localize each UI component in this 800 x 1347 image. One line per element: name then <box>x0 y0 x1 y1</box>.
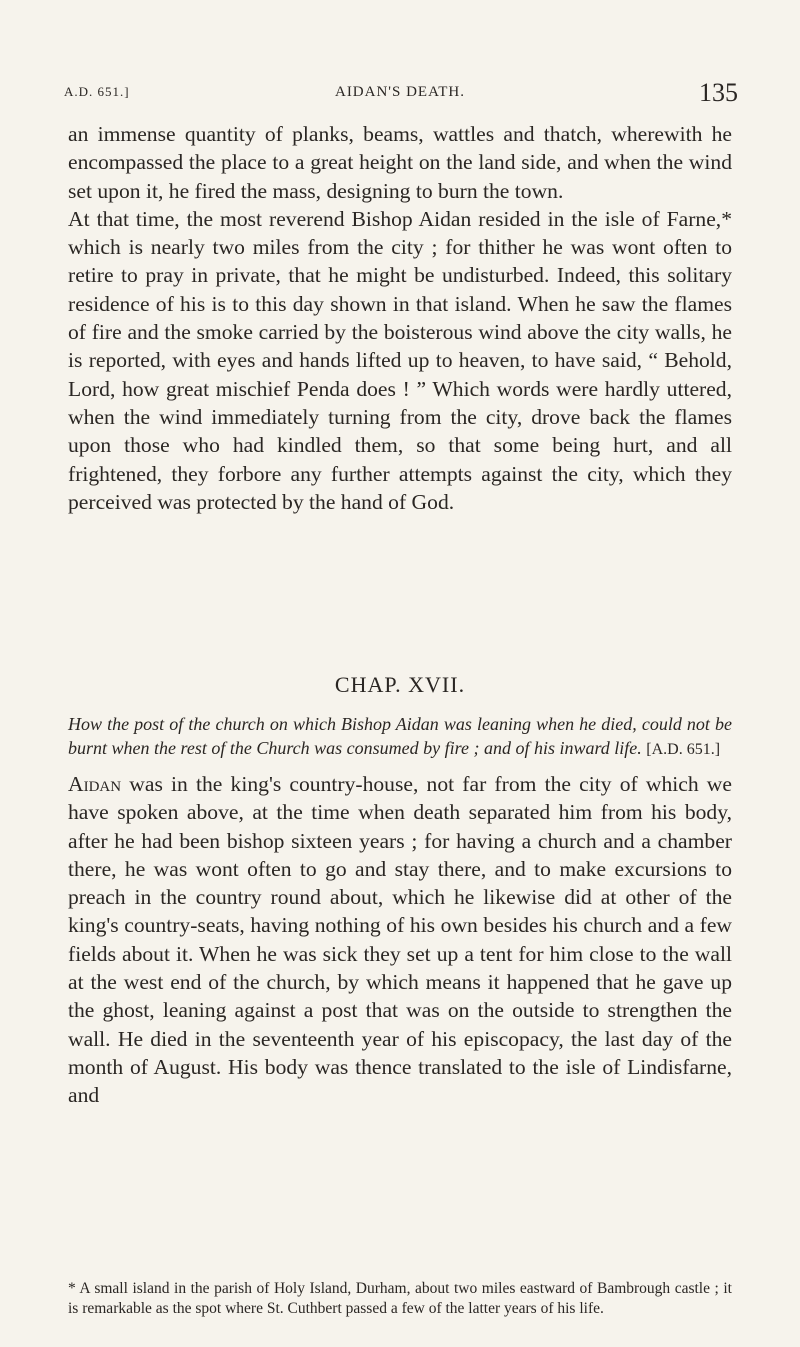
paragraph: At that time, the most reverend Bishop Aidan resided in the isle of Farne,* which is nearly two miles from the city ; for thither he was wont often to retire to pray in private, that he might be undisturbed. Indeed, this solitary residence of his is to this day shown in that island. When he saw the flames of fire and the smoke carried by the boisterous wind above the city walls, he is reported, with eyes and hands lifted up to heaven, to have said, “ Behold, Lord, how great mischief Penda does ! ” Which words were hardly uttered, when the wind immediately turning from the city, drove back the flames upon those who had kindled them, so that some being hurt, and all frightened, they forbore any further attempts against the city, which they perceived was protected by the hand of God. <box>68 206 732 514</box>
chapter-summary-text: How the post of the church on which Bishop Aidan was leaning when he died, could not be burnt when the rest of the Church was consumed by fire ; and of his inward life. <box>68 714 732 758</box>
chapter-title: CHAP. XVII. <box>334 672 466 697</box>
running-head-date: A.D. 651.] <box>64 84 130 99</box>
chapter-summary <box>68 712 732 762</box>
chapter-summary-date: [A.D. 651.] <box>646 741 721 758</box>
body-text <box>68 120 732 516</box>
running-head-title: AIDAN'S DEATH. <box>334 84 466 100</box>
paragraph: an immense quantity of planks, beams, wattles and thatch, wherewith he encompassed the place to a great height on the land side, and when the wind set upon it, he fired the mass, designing to burn the town. <box>68 122 732 203</box>
chapter-body <box>68 770 732 1110</box>
drop-word: Aidan <box>68 772 122 796</box>
running-head <box>64 78 738 107</box>
paragraph-text: was in the king's country-house, not far from the city of which we have spoken above, at the time when death separated him from his body, after he had been bishop sixteen years ; for having a church and a chamber there, he was wont often to go and stay there, and to make excursions to preach in the country round about, which he likewise did at other of the king's country-seats, having nothing of his own besides his church and a few fields about it. When he was sick they set up a tent for him close to the wall at the west end of the church, by which means it happened that he gave up the ghost, leaning against a post that was on the outside to strengthen the wall. He died in the seventeenth year of his episcopacy, the last day of the month of August. His body was thence translated to the isle of Lindisfarne, and <box>68 772 732 1108</box>
paragraph <box>68 770 732 1110</box>
footnote: * A small island in the parish of Holy Island, Durham, about two miles eastward of Bambrough castle ; it is remarkable as the spot where St. Cuthbert passed a few of the latter years of his life. <box>68 1280 732 1317</box>
page-number: 135 <box>699 78 738 107</box>
